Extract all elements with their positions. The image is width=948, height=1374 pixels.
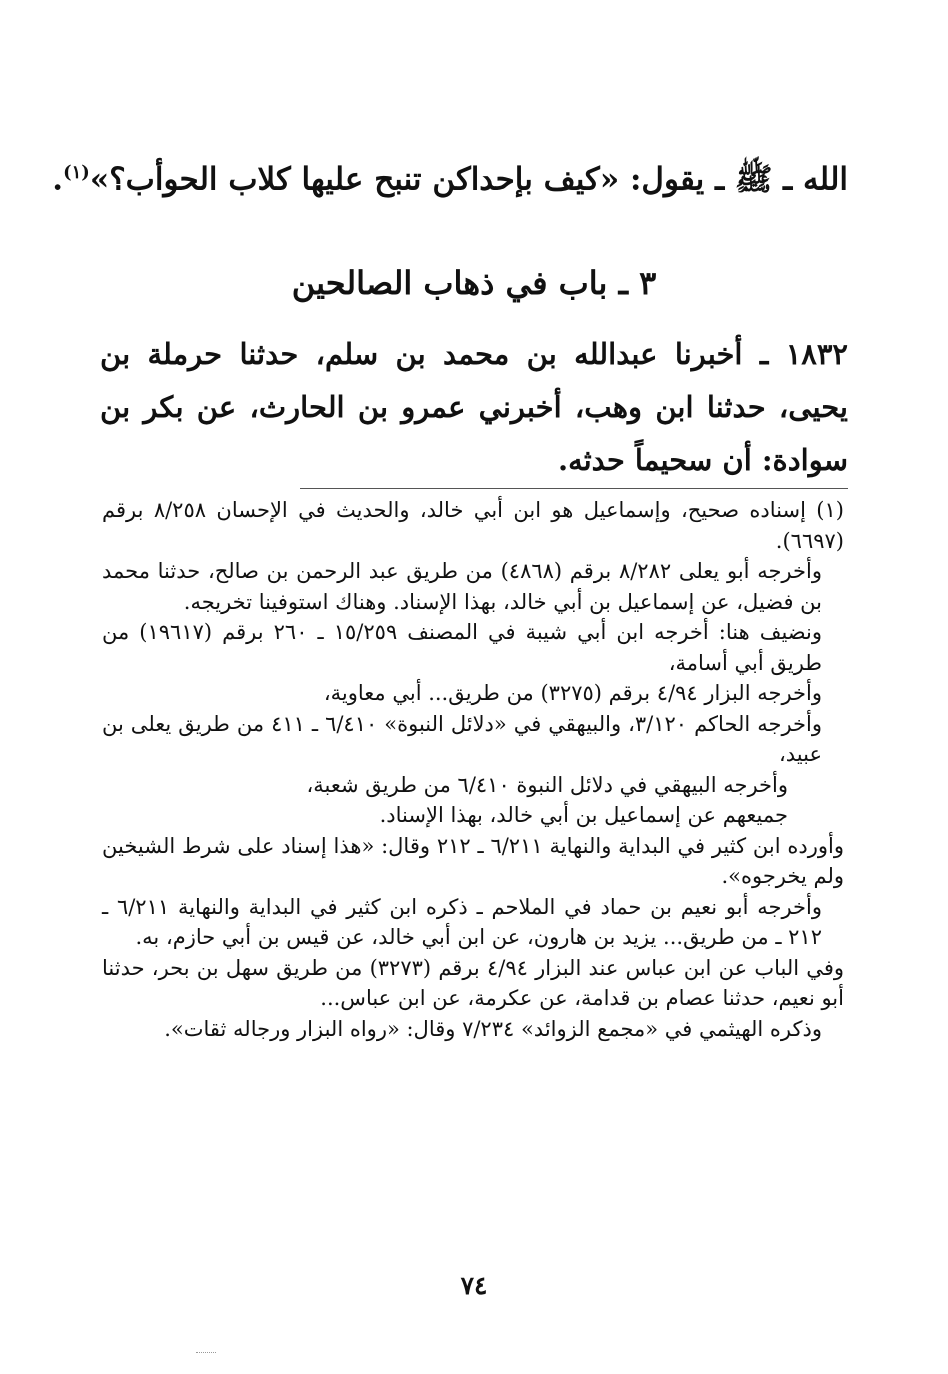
hadith-paragraph xyxy=(100,328,848,487)
hadith-text: ـ أخبرنا عبدالله بن محمد بن سلم، حدثنا حرملة بن يحيى، حدثنا ابن وهب، أخبرني عمرو بن الحارث، عن بكر بن سوادة: أن سحيماً حدثه. xyxy=(100,337,848,477)
scan-mark xyxy=(196,1352,216,1353)
footnote-paragraph: وأخرجه أبو نعيم بن حماد في الملاحم ـ ذكره ابن كثير في البداية والنهاية ٦/٢١١ ـ ٢١٢ ـ من طريق... يزيد بن هارون، عن ابن أبي خالد، عن قيس بن أبي حازم، به. xyxy=(102,894,823,949)
chapter-title: ٣ ـ باب في ذهاب الصالحين xyxy=(291,264,657,302)
page-number: ٧٤ xyxy=(460,1271,488,1300)
footnote-paragraph: وذكره الهيثمي في «مجمع الزوائد» ٧/٢٣٤ وقال: «رواه البزار ورجاله ثقات». xyxy=(164,1016,822,1041)
footnote-paragraph: وأخرجه أبو يعلى ٨/٢٨٢ برقم (٤٨٦٨) من طريق عبد الرحمن بن صالح، حدثنا محمد بن فضيل، عن إسماعيل بن أبي خالد، بهذا الإسناد. وهناك استوفينا تخريجه. xyxy=(102,559,822,614)
footnote-paragraph: وأورده ابن كثير في البداية والنهاية ٦/٢١١ ـ ٢١٢ وقال: «هذا إسناد على شرط الشيخين ولم يخرجوه». xyxy=(102,833,844,888)
continued-text-line xyxy=(52,148,848,204)
footnote-paragraph: ونضيف هنا: أخرجه ابن أبي شيبة في المصنف ١٥/٢٥٩ ـ ٢٦٠ برقم (١٩٦١٧) من طريق أبي أسامة، xyxy=(102,620,823,675)
footnotes xyxy=(102,495,844,1044)
footnote-paragraph: وأخرجه البيهقي في دلائل النبوة ٦/٤١٠ من طريق شعبة، xyxy=(306,772,788,797)
footnote-paragraph: جميعهم عن إسماعيل بن أبي خالد، بهذا الإسناد. xyxy=(379,803,788,827)
footnote-paragraph: وأخرجه البزار ٤/٩٤ برقم (٣٢٧٥) من طريق... أبي معاوية، xyxy=(323,681,822,705)
continued-text-end: . xyxy=(52,161,64,198)
footnote-paragraph: وفي الباب عن ابن عباس عند البزار ٤/٩٤ برقم (٣٢٧٣) من طريق سهل بن بحر، حدثنا أبو نعيم، حدثنا عصام بن قدامة، عن عكرمة، عن ابن عباس... xyxy=(102,955,844,1010)
footnote-divider xyxy=(300,488,848,489)
footnote-1: (١) إسناده صحيح، وإسماعيل هو ابن أبي خالد، والحديث في الإحسان ٨/٢٥٨ برقم (٦٦٩٧). xyxy=(102,498,844,553)
hadith-number: ١٨٣٢ xyxy=(785,337,848,371)
continued-text: الله ـ ﷺ ـ يقول: «كيف بإحداكن تنبح عليها كلاب الحوأب؟» xyxy=(89,161,848,198)
footnote-marker[interactable]: (١) xyxy=(63,162,90,183)
footnote-paragraph: وأخرجه الحاكم ٣/١٢٠، والبيهقي في «دلائل النبوة» ٦/٤١٠ ـ ٤١١ من طريق يعلى بن عبيد، xyxy=(102,711,823,766)
